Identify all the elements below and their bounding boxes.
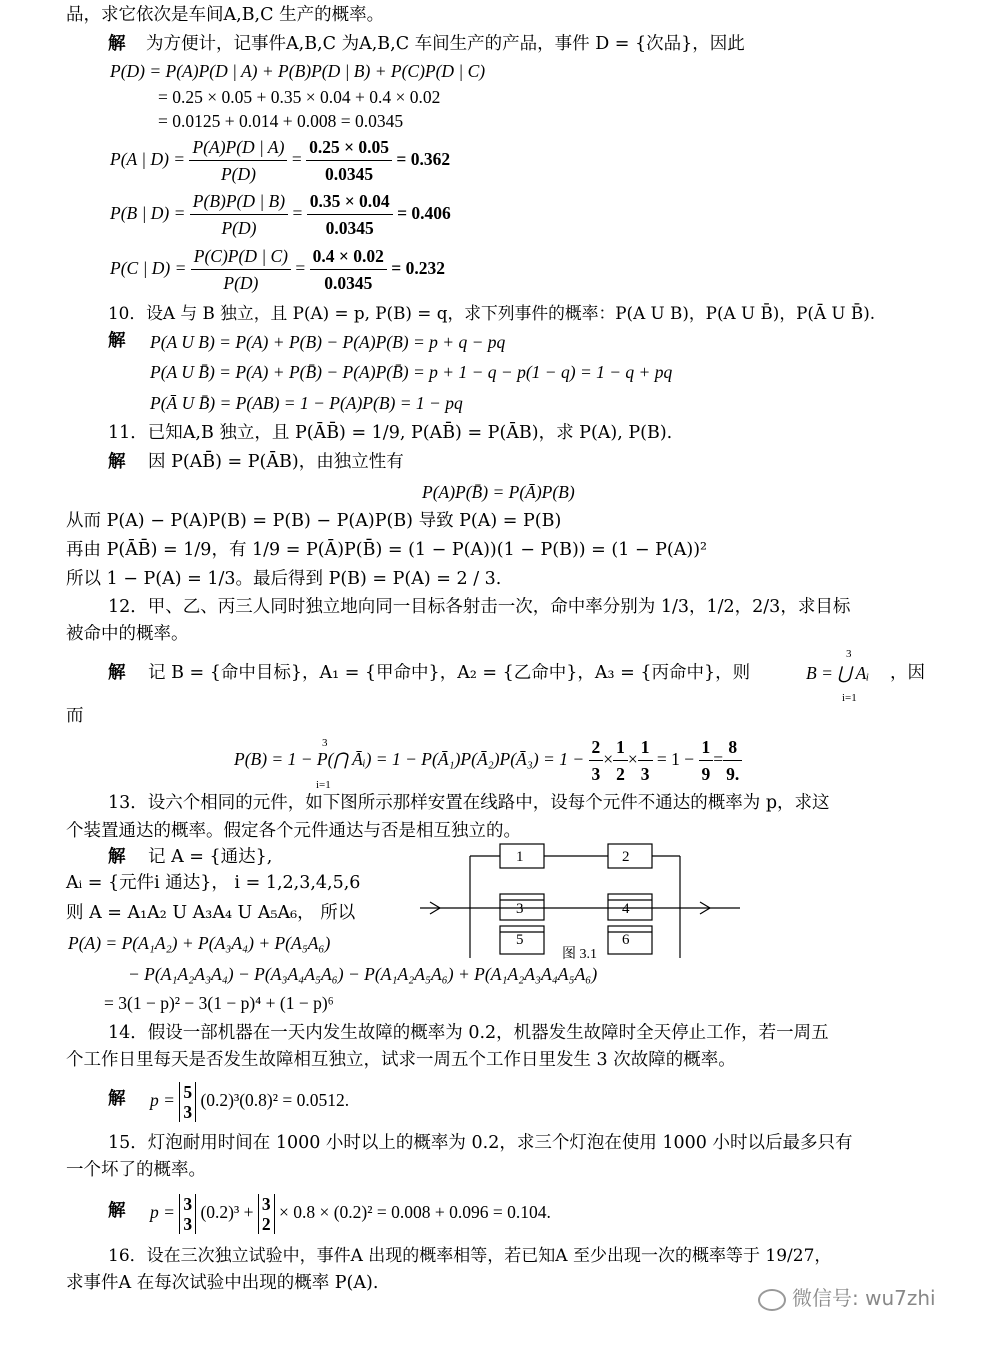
binom-top: 5: [183, 1081, 193, 1102]
formula-lhs: p =: [150, 1202, 175, 1222]
formula-mid: (0.2)³ +: [200, 1202, 254, 1222]
element-box-2: [608, 844, 652, 868]
question-13: 13．设六个相同的元件，如下图所示那样安置在线路中，设每个元件不通达的概率为 p，求这: [108, 793, 830, 813]
denominator: 9: [701, 764, 711, 785]
formula-mid: = 1 −: [656, 749, 695, 769]
fraction-formula: P(C | D) = $\frac{P(C)P(D | C)}{P(D)}$ = $\frac{0.4 \times 0.02}{0.0345}$ = 0.232: [110, 242, 445, 296]
text-line: 为方便计，记事件A,B,C 为A,B,C 车间生产的产品，事件 D = {次品}，因此: [146, 34, 745, 54]
union-upper: 3: [846, 648, 852, 660]
binom-bottom: 2: [261, 1213, 271, 1234]
element-label-1: 1: [516, 849, 524, 865]
wechat-icon: [758, 1289, 786, 1311]
numerator: P(B)P(D | B): [190, 188, 288, 215]
result: = 0.406: [397, 203, 451, 223]
element-label-3: 3: [516, 901, 524, 917]
text-line: Aᵢ = {元件i 通达}， i = 1,2,3,4,5,6: [66, 873, 361, 893]
denominator: 2: [616, 764, 625, 785]
text-line: 一个坏了的概率。: [66, 1160, 206, 1180]
numerator: 0.35 × 0.04: [307, 188, 393, 215]
solution-label: 解: [108, 1089, 126, 1109]
formula-line: = 0.0125 + 0.014 + 0.008 = 0.0345: [158, 111, 404, 131]
denominator: P(D): [220, 164, 256, 185]
question-16: 16．设在三次独立试验中，事件A 出现的概率相等，若已知A 至少出现一次的概率等于 19/27，: [108, 1246, 832, 1266]
formula-line: P(A) = P(A₁A₂) + P(A₃A₄) + P(A₅A₆): [68, 933, 331, 953]
text-line: 求事件A 在每次试验中出现的概率 P(A).: [66, 1273, 379, 1293]
element-label-4: 4: [622, 901, 630, 917]
text-line: 品，求它依次是车间A,B,C 生产的概率。: [66, 5, 385, 25]
question-10: 10．设A 与 B 独立，且 P(A) = p, P(B) = q，求下列事件的概率：P(A U B)，P(A U B̄)，P(Ā U B̄).: [108, 303, 876, 323]
numerator: P(A)P(D | A): [189, 134, 287, 161]
denominator: 3: [591, 764, 601, 785]
text-line: 而: [66, 706, 84, 726]
numerator: 1: [638, 734, 653, 761]
formula-line: = 0.25 × 0.05 + 0.35 × 0.04 + 0.4 × 0.02: [158, 87, 441, 107]
figure-caption: 图 3.1: [562, 947, 597, 962]
denominator: P(D): [221, 218, 257, 239]
numerator: 1: [613, 734, 628, 761]
formula-line: P(A)P(B̄) = P(Ā)P(B): [422, 482, 575, 502]
text-line: 因 P(AB̄) = P(ĀB)，由独立性有: [148, 452, 404, 472]
question-11: 11．已知A,B 独立，且 P(ĀB̄) = 1/9, P(AB̄) = P(ĀB)，求 P(A), P(B).: [108, 423, 673, 443]
binom-bottom: 3: [183, 1213, 193, 1234]
circuit-diagram: [410, 838, 750, 964]
denominator: 9.: [726, 764, 740, 785]
solution-label: 解: [108, 34, 126, 54]
text-line: ，因: [890, 663, 925, 683]
intersect-upper: 3: [322, 737, 328, 749]
binom-top: 3: [183, 1193, 193, 1214]
formula-lhs: P(C | D) =: [110, 258, 187, 278]
text-line: 记 A = {通达},: [148, 847, 273, 867]
solution-label: 解: [108, 331, 126, 351]
binom-top: 3: [261, 1193, 271, 1214]
watermark: [758, 1282, 936, 1311]
denominator: 0.0345: [325, 218, 374, 239]
solution-label: 解: [108, 663, 126, 683]
text-line: 从而 P(A) − P(A)P(B) = P(B) − P(A)P(B) 导致 P(A) = P(B): [66, 511, 562, 531]
formula-line: P(D) = P(A)P(D | A) + P(B)P(D | B) + P(C)P(D | C): [110, 61, 486, 81]
solution-label: 解: [108, 847, 126, 867]
text-line: 个工作日里每天是否发生故障相互独立，试求一周五个工作日里发生 3 次故障的概率。: [66, 1050, 736, 1070]
denominator: P(D): [223, 273, 259, 294]
solution-label: 解: [108, 452, 126, 472]
formula-lhs: p =: [150, 1090, 175, 1110]
denominator: 0.0345: [324, 273, 373, 294]
element-label-6: 6: [622, 932, 630, 948]
element-box-6: [608, 926, 652, 954]
text-line: 所以 1 − P(A) = 1/3。最后得到 P(B) = P(A) = 2 / 3.: [66, 569, 502, 589]
question-12: 12．甲、乙、丙三人同时独立地向同一目标各射击一次，命中率分别为 1/3，1/2，2/3，求目标: [108, 597, 851, 617]
watermark-text: 微信号: wu7zhi: [792, 1286, 936, 1310]
binomial-formula: [150, 1190, 551, 1234]
text-line: 再由 P(ĀB̄) = 1/9，有 1/9 = P(Ā)P(B̄) = (1 − P(A))(1 − P(B)) = (1 − P(A))²: [66, 540, 708, 560]
question-15: 15．灯泡耐用时间在 1000 小时以上的概率为 0.2，求三个灯泡在使用 1000 小时以后最多只有: [108, 1133, 853, 1153]
formula-union: B = ⋃ Aᵢ: [806, 663, 870, 683]
text-line: 被命中的概率。: [66, 624, 189, 644]
numerator: 2: [589, 734, 604, 761]
formula-line: = 3(1 − p)² − 3(1 − p)⁴ + (1 − p)⁶: [104, 993, 334, 1013]
element-label-2: 2: [622, 849, 630, 865]
formula-lhs: P(B | D) =: [110, 203, 186, 223]
result: = 0.232: [391, 258, 445, 278]
binom-bottom: 3: [183, 1101, 193, 1122]
formula-rhs: (0.2)³(0.8)² = 0.0512.: [200, 1090, 350, 1110]
fraction-formula: P(B | D) = $\frac{P(B)P(D | B)}{P(D)}$ = $\frac{0.35 \times 0.04}{0.0345}$ = 0.406: [110, 187, 451, 241]
formula-line: P(Ā U B̄) = P(AB) = 1 − P(A)P(B) = 1 − pq: [150, 393, 463, 413]
solution-label: 解: [108, 1201, 126, 1221]
formula-line: − P(A₁A₂A₃A₄) − P(A₃A₄A₅A₆) − P(A₁A₂A₅A₆) + P(A₁A₂A₃A₄A₅A₆): [128, 964, 598, 984]
formula-rhs: × 0.8 × (0.2)² = 0.008 + 0.096 = 0.104.: [278, 1202, 551, 1222]
intersect-lower: i=1: [316, 779, 331, 791]
union-lower: i=1: [842, 692, 857, 704]
fraction-formula: P(B) = 1 − P(⋂ Āᵢ) = 1 − P(Ā₁)P(Ā₂)P(Ā₃) = 1 − $\frac{2}{3}$ × $\frac{1}{2}$ × $\frac{1}{3}$ = 1 − $\frac{1}{9}$ = $\frac{8}{9.}$: [234, 733, 742, 787]
text-line: 则 A = A₁A₂ U A₃A₄ U A₅A₆， 所以: [66, 903, 356, 923]
result: = 0.362: [396, 149, 451, 169]
text-line: 记 B = {命中目标}，A₁ = {甲命中}，A₂ = {乙命中}，A₃ = {丙命中}，则: [148, 663, 751, 683]
formula-lhs: P(B) = 1 − P(⋂ Āᵢ) = 1 − P(Ā₁)P(Ā₂)P(Ā₃) = 1 −: [234, 749, 585, 769]
text-line: 个装置通达的概率。假定各个元件通达与否是相互独立的。: [66, 821, 521, 841]
formula-line: P(A U B̄) = P(A) + P(B̄) − P(A)P(B̄) = p + 1 − q − p(1 − q) = 1 − q + pq: [150, 362, 673, 382]
numerator: 0.4 × 0.02: [310, 243, 387, 270]
binomial-formula: [150, 1078, 349, 1122]
numerator: P(C)P(D | C): [191, 243, 291, 270]
numerator: 0.25 × 0.05: [306, 134, 392, 161]
numerator: 8: [723, 734, 742, 761]
question-14: 14．假设一部机器在一天内发生故障的概率为 0.2，机器发生故障时全天停止工作，若一周五: [108, 1023, 829, 1043]
formula-line: P(A U B) = P(A) + P(B) − P(A)P(B) = p + q − pq: [150, 332, 506, 352]
fraction-formula: P(A | D) = $\frac{P(A)P(D | A)}{P(D)}$ = $\frac{0.25 \times 0.05}{0.0345}$ = 0.362: [110, 133, 450, 187]
numerator: 1: [699, 734, 714, 761]
denominator: 3: [640, 764, 650, 785]
element-label-5: 5: [516, 932, 524, 948]
formula-lhs: P(A | D) =: [110, 149, 186, 169]
denominator: 0.0345: [324, 164, 374, 185]
element-box-4: [608, 894, 652, 920]
